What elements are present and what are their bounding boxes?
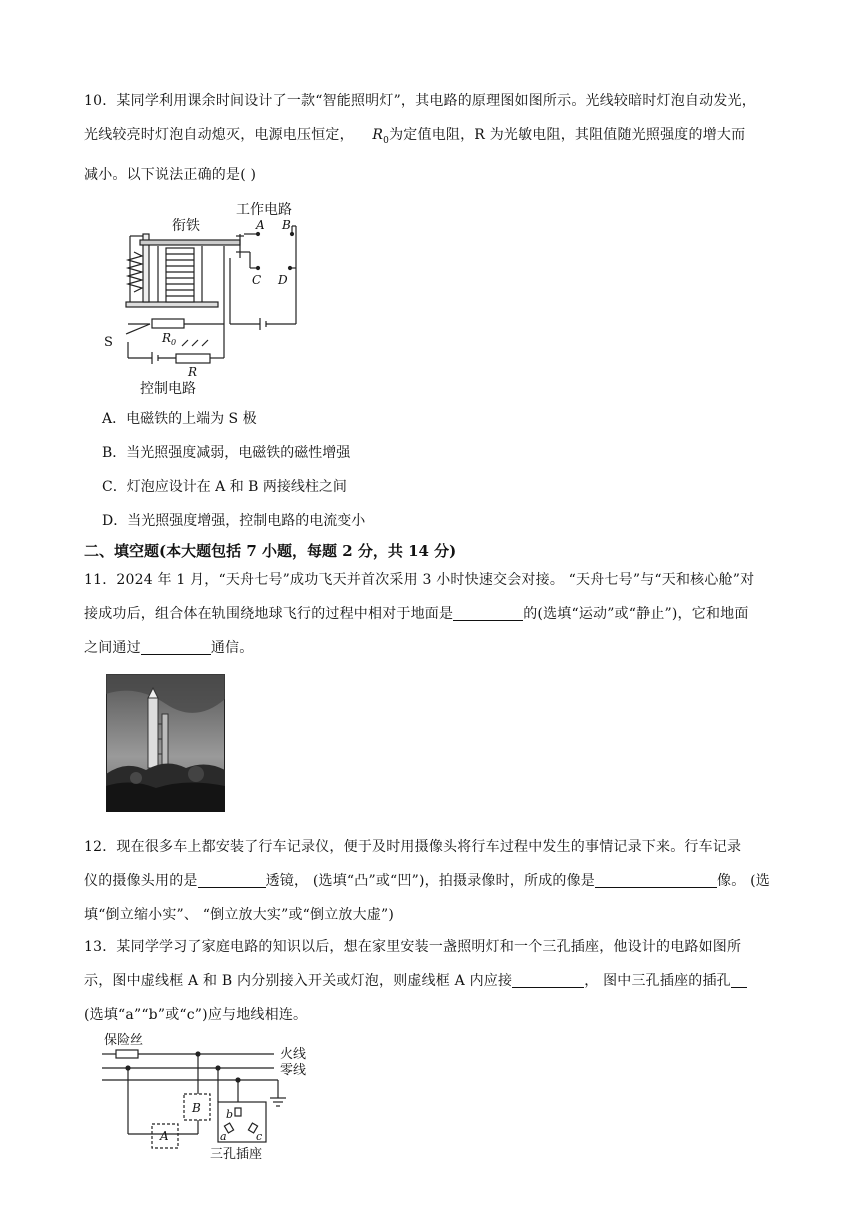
label-contact-a: A (256, 218, 265, 232)
label-r0-symbol: R (162, 331, 172, 345)
question-12 (84, 830, 824, 932)
household-circuit-diagram (98, 1030, 318, 1162)
q10-line-2 (84, 118, 824, 158)
question-13 (84, 930, 824, 1032)
relay-circuit-svg (100, 196, 320, 396)
q13-blank-1 (512, 971, 584, 988)
q13-line-2 (84, 964, 824, 998)
q12-line-2a: 仪的摄像头用的是 (84, 873, 198, 889)
label-hole-a: a (220, 1130, 227, 1143)
rocket-launch-photo (106, 674, 225, 812)
q11-line-2 (84, 597, 824, 631)
q10-option-c: C．灯泡应设计在 A 和 B 两接线柱之间 (102, 479, 347, 495)
q13-line-1: 13．某同学学习了家庭电路的知识以后，想在家里安装一盏照明灯和一个三孔插座，他设计的电路如图所 (84, 939, 742, 955)
label-live-wire: 火线 (280, 1047, 307, 1062)
q13-line-2b: ， 图中三孔插座的插孔 (584, 973, 731, 989)
label-switch-s: S (104, 335, 113, 350)
q11-line-2b: 的(选填“运动”或“静止”)，它和地面 (523, 606, 749, 622)
q10-option-d: D．当光照强度增强，控制电路的电流变小 (102, 513, 366, 529)
q12-line-2 (84, 864, 824, 898)
r0-subscript: 0 (383, 135, 390, 146)
label-socket: 三孔插座 (210, 1147, 263, 1162)
q10-option-a: A．电磁铁的上端为 S 极 (102, 411, 257, 427)
label-contact-c: C (252, 273, 262, 287)
q12-line-1: 12．现在很多车上都安装了行车记录仪，便于及时用摄像头将行车过程中发生的事情记录下来。行车记录 (84, 839, 742, 855)
label-contact-d: D (278, 273, 288, 287)
q13-line-2a: 示，图中虚线框 A 和 B 内分别接入开关或灯泡，则虚线框 A 内应接 (84, 973, 513, 989)
label-contact-b: B (282, 218, 291, 232)
q13-blank-2 (731, 971, 747, 988)
label-r0-sub: 0 (171, 338, 177, 347)
q12-blank-1 (198, 871, 266, 888)
q12-line-2c: 像。 (选 (717, 873, 770, 889)
question-10 (84, 84, 824, 192)
q11-line-2a: 接成功后，组合体在轨围绕地球飞行的过程中相对于地面是 (84, 606, 454, 622)
q10-line-1: 10．某同学利用课余时间设计了一款“智能照明灯”，其电路的原理图如图所示。光线较暗时灯泡自动发光， (84, 93, 756, 109)
relay-circuit-diagram (100, 196, 320, 396)
q10-option-b: B．当光照强度减弱，电磁铁的磁性增强 (102, 445, 351, 461)
label-hole-b: b (226, 1108, 234, 1121)
q11-blank-2 (141, 638, 211, 655)
q11-line-3 (84, 631, 824, 665)
label-armature: 衔铁 (172, 218, 200, 234)
label-r0 (161, 331, 176, 347)
q10-line-2b: 为定值电阻，R 为光敏电阻，其阻值随光照强度的增大而 (389, 127, 746, 143)
label-fuse: 保险丝 (104, 1033, 144, 1048)
label-photoresistor-r: R (188, 365, 198, 379)
q11-line-3a: 之间通过 (84, 640, 141, 656)
q10-line-3: 减小。以下说法正确的是( ) (84, 166, 257, 183)
label-work-circuit: 工作电路 (236, 202, 292, 218)
q10-line-2a: 光线较亮时灯泡自动熄灭，电源电压恒定， (84, 127, 354, 143)
question-11 (84, 563, 824, 665)
section-2-title: 二、填空题(本大题包括 7 小题，每题 2 分，共 14 分) (84, 542, 457, 560)
household-circuit-svg (98, 1030, 318, 1162)
label-neutral-wire: 零线 (280, 1063, 307, 1078)
q11-line-1: 11．2024 年 1 月，“天舟七号”成功飞天并首次采用 3 小时快速交会对接。 “天舟七号”与“天和核心舱”对 (84, 572, 755, 588)
label-hole-c: c (256, 1130, 263, 1143)
label-box-b: B (192, 1101, 201, 1115)
q12-line-3: 填“倒立缩小实”、 “倒立放大实”或“倒立放大虚”) (84, 907, 395, 923)
rocket-photo-svg (106, 674, 225, 812)
q11-blank-1 (453, 604, 523, 621)
label-box-a: A (160, 1129, 169, 1143)
q12-blank-2 (595, 871, 717, 888)
r0-symbol: R (372, 127, 384, 143)
label-control-circuit: 控制电路 (140, 381, 196, 396)
q11-line-3b: 通信。 (210, 640, 254, 656)
q12-line-2b: 透镜， (选填“凸”或“凹”)，拍摄录像时，所成的像是 (265, 873, 596, 889)
q13-line-3: (选填“a”“b”或“c”)应与地线相连。 (84, 1007, 308, 1023)
